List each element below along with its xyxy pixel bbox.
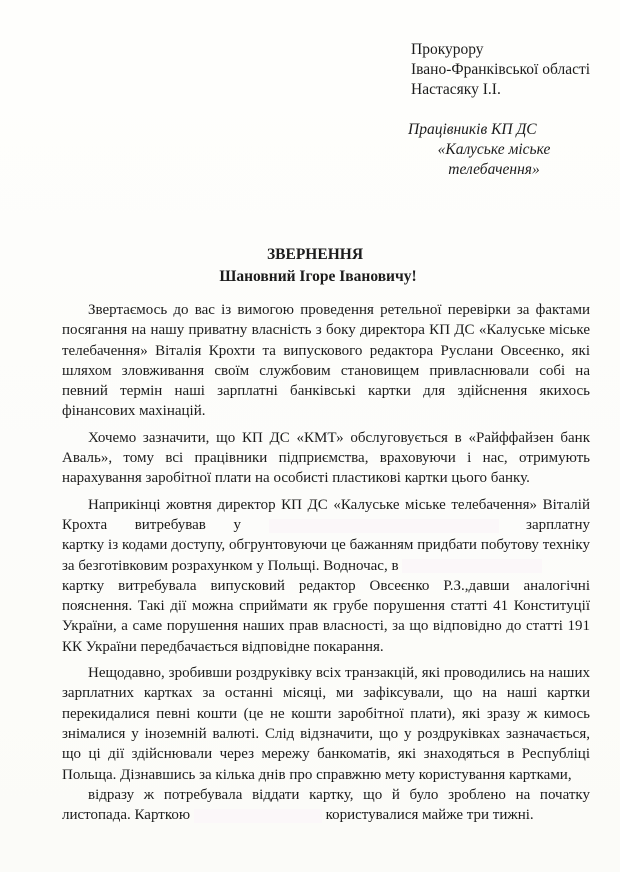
paragraph-5-line-2-end: користувалися майже три тижні. <box>325 807 534 824</box>
paragraph-3-line-3: картку із кодами доступу, обгрунтовуючи це бажанням придбати побутову техніку <box>62 537 590 554</box>
paragraph-2: Хочемо зазначити, що КП ДС «КМТ» обслуговується в «Райффайзен банк Аваль», тому всі працівники підприємства, враховуючи і нас, отримують нарахування заробітної плати на особисті пластикові картки цього банку. <box>62 429 590 487</box>
letter-body <box>62 300 590 831</box>
recipient-region: Івано-Франківської області <box>411 61 591 78</box>
salutation: Шановний Ігоре Івановичу! <box>219 268 417 285</box>
paragraph-4: Нещодавно, зробивши роздруківку всіх транзакцій, які проводились на наших зарплатних картках за останні місяці, ми зафіксували, що на наші картки перекидалися певні кошти (це не кошти заробітної плати), які зразу ж кимось знімалися у іноземній валюті. Слід відзначити, що у роздрукiвках зазначається, що ці дії здійснювали через мережу банкоматів, які знаходяться в Республіці Польща. Дізнавшись за кілька днів про справжню мету користування картками, <box>62 665 590 783</box>
sender-employees: Працівників КП ДС <box>408 121 537 138</box>
paragraph-3-line-4-start: за безготівковим розрахунком у Польщі. Водночас, в <box>62 557 399 574</box>
recipient-title: Прокурору <box>411 41 484 58</box>
paragraph-5-line-2-start: листопада. Карткою <box>62 807 191 824</box>
paragraph-3-line-1: Наприкінці жовтня директор КП ДС «Калуське міське телебачення» Віталій <box>88 496 590 513</box>
paragraph-3-line-4 <box>62 556 590 576</box>
paragraph-3 <box>62 495 590 657</box>
paragraph-3-rest: картку витребувала випусковий редактор Овсеєнко Р.З.,давши аналогічні пояснення. Такі дії можна сприймати як грубе порушення статті 41 Конституції України, а саме порушення наших прав власності, за що відповідно до статті 191 КК України передбачається відповідне покарання. <box>62 577 590 655</box>
paragraph-3-line-2-end: зарплатну <box>526 516 590 533</box>
paragraph-5-line-2 <box>62 805 590 825</box>
paragraph-5 <box>62 785 590 826</box>
paragraph-3-line-2-start: Крохта витребував у <box>62 516 241 533</box>
sender-organization: «Калуське міське телебачення» <box>437 141 551 178</box>
paragraph-3-line-2 <box>62 515 590 535</box>
document-title: ЗВЕРНЕННЯ <box>266 246 364 263</box>
recipient-name: Настасяку І.І. <box>411 81 501 98</box>
recipient-block <box>411 40 590 100</box>
paragraph-1: Звертаємось до вас із вимогою проведення ретельної перевірки за фактами посягання на нашу приватну власність з боку директора КП ДС «Калуське міське телебачення» Віталія Крохти та випускового редактора Руслани Овсеєнко, які шляхом зловживання своїм службовим становищем привласнювали собі на певний термін наші зарплатні банківські картки для здійснення якихось фінансових махінацій. <box>62 302 590 420</box>
paragraph-5-line-1: відразу ж потребувала віддати картку, що й було зроблено на початку <box>88 786 590 803</box>
sender-block <box>394 120 594 180</box>
redacted-name <box>194 809 322 823</box>
document-heading <box>0 244 620 288</box>
redacted-name <box>402 559 542 573</box>
redacted-name <box>269 519 499 533</box>
